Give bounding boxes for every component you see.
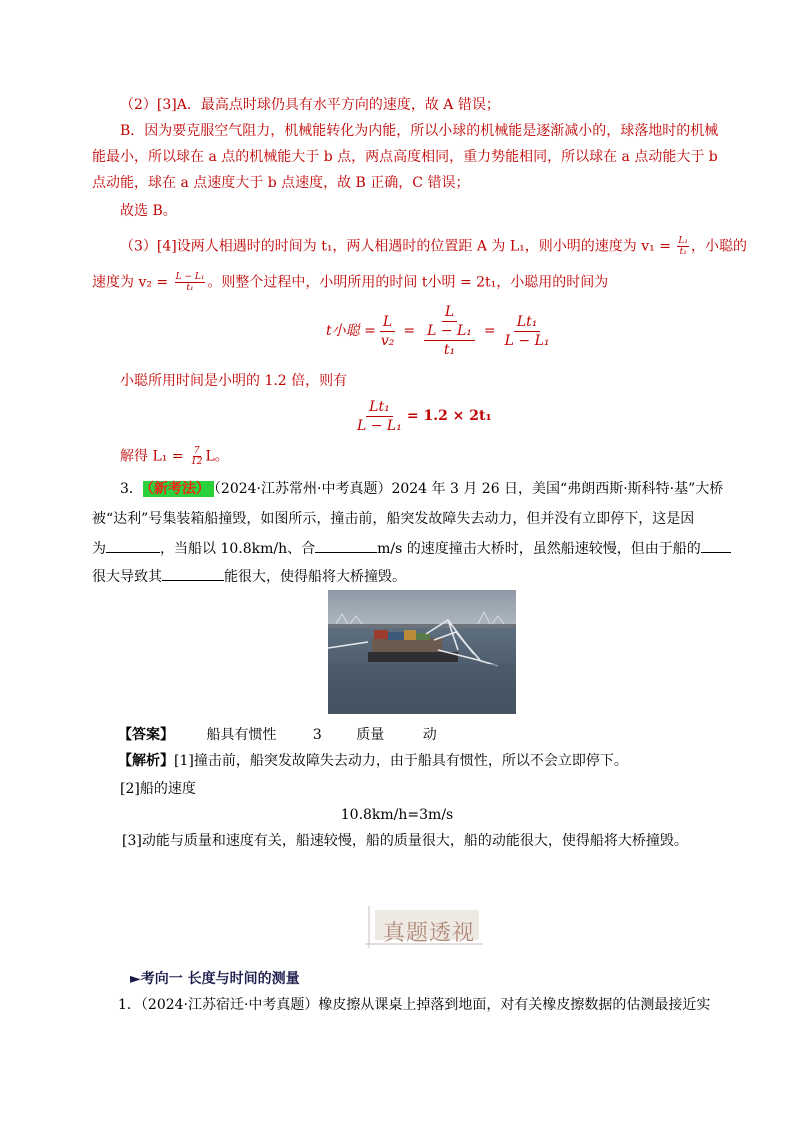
- text-line: 小聪所用时间是小明的 1.2 倍，则有: [120, 373, 348, 389]
- fraction-numerator: L₁: [678, 236, 688, 246]
- fraction: [190, 446, 203, 467]
- question-number: 3．: [120, 481, 143, 497]
- text-line: [120, 446, 229, 467]
- text-segment: 。则整个过程中，小明所用的时间 t小明 = 2t₁，小聪用的时间为: [207, 274, 609, 291]
- bridge-collapse-photo: [328, 590, 516, 714]
- text-line: 故选 B。: [120, 203, 177, 219]
- question-3-line: 被“达利”号集装箱船撞毁，如图所示，撞击前，船突发故障失去动力，但并没有立即停下，这是因: [92, 511, 695, 527]
- fraction-denominator: L − L₁: [357, 417, 402, 434]
- explanation-line: [118, 752, 628, 770]
- explanation-text: [1]撞击前，船突发故障失去动力，由于船具有惯性，所以不会立即停下。: [174, 753, 628, 769]
- answer-item: 3: [312, 727, 322, 743]
- text-line: （2）[3]A．最高点时球仍具有水平方向的速度，故 A 错误；: [120, 97, 500, 113]
- fraction: [502, 313, 553, 350]
- explanation-line: [3]动能与质量和速度有关，船速较慢，船的质量很大，船的动能很大，使得船将大桥撞毁。: [122, 833, 688, 849]
- text-segment: （3）[4]设两人相遇时的时间为 t₁，两人相遇时的位置距 A 为 L₁，则小明的速度为 v₁ =: [120, 238, 676, 255]
- fraction-denominator: [421, 322, 478, 359]
- question-text: （2024·江苏常州·中考真题）2024 年 3 月 26 日，美国“弗朗西斯·斯科特·基”大桥: [213, 481, 724, 497]
- text-segment: 速度为 v₂ =: [92, 274, 173, 291]
- explanation-formula: 10.8km/h=3m/s: [340, 807, 454, 823]
- fraction-numerator: Lt₁: [514, 313, 541, 332]
- question-text: 很大导致其: [92, 569, 162, 585]
- fraction: [378, 313, 398, 350]
- text-line: 点动能，球在 a 点速度大于 b 点速度，故 B 正确，C 错误；: [92, 175, 470, 191]
- fraction-numerator: 7: [193, 446, 200, 456]
- section-title: 真题透视: [383, 921, 476, 946]
- question-text: m/s 的速度撞击大桥时，虽然船速较慢，但由于船的: [377, 541, 701, 557]
- explanation-line: [2]船的速度: [120, 781, 196, 797]
- text-line: [92, 272, 608, 293]
- nested-numerator: L − L₁: [424, 322, 475, 341]
- new-method-badge: （新考法）: [143, 481, 214, 497]
- fraction-denominator: L − L₁: [504, 332, 550, 349]
- fraction-denominator: v₂: [380, 332, 395, 349]
- fraction-denominator: t₁: [186, 283, 194, 293]
- answer-item: 质量: [356, 727, 385, 743]
- answer-label: 【答案】: [118, 727, 174, 743]
- fraction-denominator: 12: [191, 457, 203, 467]
- text-segment: 解得 L₁ =: [120, 448, 188, 465]
- section-title-box: [365, 906, 483, 948]
- question-3-line: [120, 480, 723, 498]
- fraction: [354, 398, 405, 435]
- formula-rhs: = 1.2 × 2t₁: [406, 408, 492, 424]
- fraction-denominator: t₁: [679, 247, 687, 257]
- formula-lhs: t小聪 =: [326, 323, 376, 339]
- question-text: 能很大，使得船将大桥撞毁。: [224, 569, 406, 585]
- text-line: 能最小，所以球在 a 点的机械能大于 b 点，两点高度相同，重力势能相同，所以球在 a 点动能大于 b: [92, 149, 718, 165]
- fraction-numerator: L: [442, 303, 457, 322]
- question-3-line: [92, 566, 406, 586]
- explanation-label: 【解析】: [118, 753, 174, 769]
- formula-t-xiaocong: t小聪 = $\frac{L}{\text{v₂}}$ = $\frac{L}{\frac{\text{L − L₁}}{\text{t₁}}}$ = $\frac{\text{Lt₁}}{\text{L − L₁}}$: [326, 300, 555, 362]
- answer-row: [118, 726, 437, 744]
- question-1-line: 1．（2024·江苏宿迁·中考真题）橡皮擦从课桌上掉落到地面，对有关橡皮擦数据的估测最接近实: [118, 997, 711, 1013]
- text-line: B．因为要克服空气阻力，机械能转化为内能，所以小球的机械能是逐渐减小的，球落地时的机械: [120, 123, 719, 139]
- fraction-numerator: Lt₁: [366, 398, 393, 417]
- fraction-numerator: L − L₁: [175, 272, 205, 282]
- fraction: [677, 236, 689, 257]
- question-3-line: [92, 538, 731, 558]
- answer-blank: [162, 566, 224, 581]
- topic-heading: ►考向一 长度与时间的测量: [130, 971, 300, 987]
- text-line: [120, 236, 747, 257]
- fraction: [421, 303, 478, 359]
- fraction: [175, 272, 206, 293]
- answer-blank: [701, 538, 731, 553]
- nested-denominator: t₁: [443, 342, 456, 358]
- question-text: ，当船以 10.8km/h、合: [160, 541, 316, 557]
- fraction-numerator: L: [380, 313, 395, 332]
- answer-item: 动: [422, 727, 437, 743]
- question-text: 为: [92, 541, 106, 557]
- text-segment: L。: [205, 448, 229, 465]
- formula-equation: [352, 394, 492, 438]
- answer-blank: [315, 538, 377, 553]
- text-segment: ，小聪的: [691, 238, 747, 255]
- answer-item: 船具有惯性: [206, 727, 277, 743]
- answer-blank: [106, 538, 160, 553]
